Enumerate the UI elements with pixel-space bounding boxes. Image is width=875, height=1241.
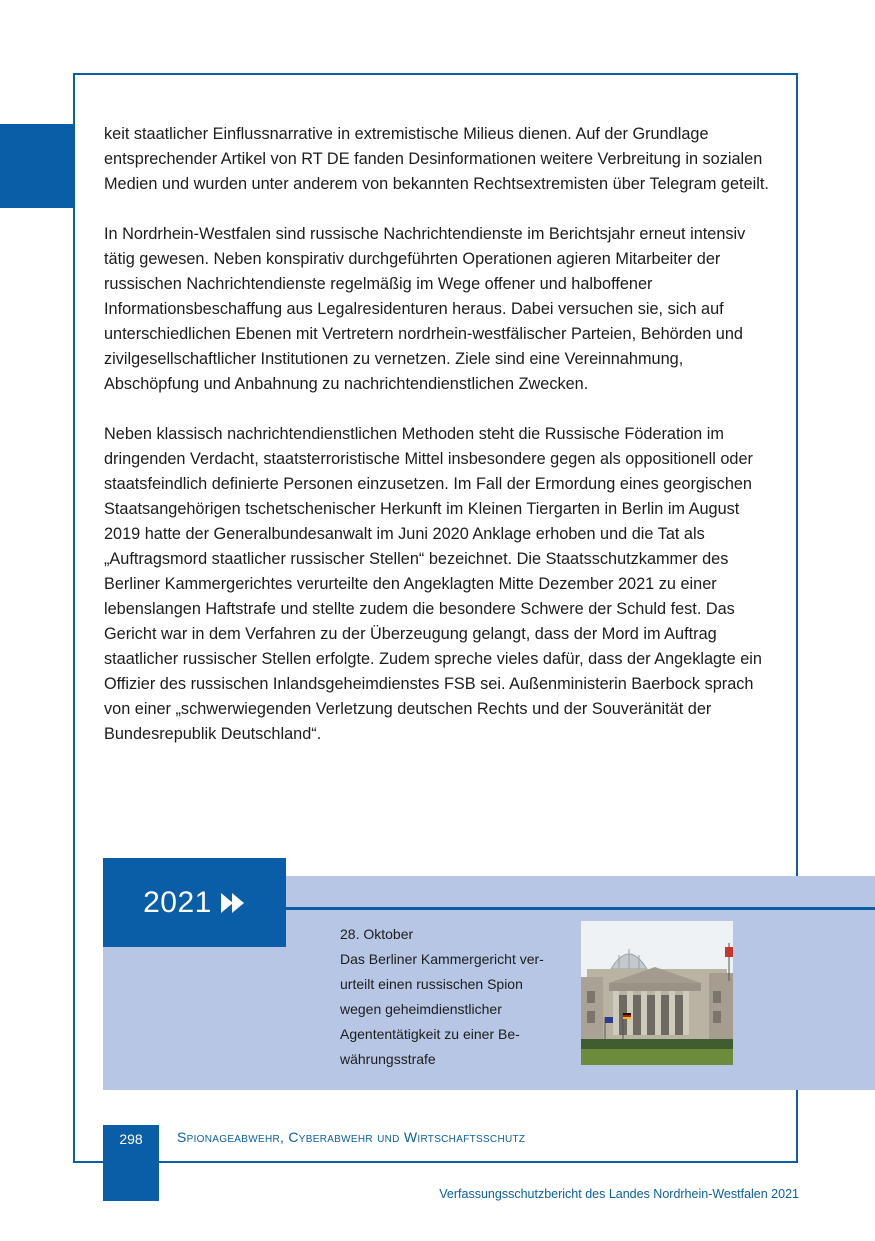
event-date: 28. Oktober	[340, 926, 414, 942]
paragraph-3: Neben klassisch nachrichtendienstlichen Methoden steht die Russische Föderation im dringenden Verdacht, staatsterroristische Mittel insbesondere gegen als oppositionell oder staatsfeindlich definierte Personen einzusetzen. Im Fall der Ermordung eines georgischen Staatsangehörigen tschetschenischer Herkunft im Kleinen Tiergarten in Berlin im August 2019 hatte der Generalbundesanwalt im Juni 2020 Anklage erhoben und die Tat als „Auftragsmord staatlicher russischer Stellen“ bezeichnet. Die Staatsschutzkammer des Berliner Kammergerichtes verurteilte den Angeklagten Mitte Dezember 2021 zu einer lebenslangen Haftstrafe und stellte zudem die besondere Schwere der Schuld fest. Das Gericht war in dem Verfahren zu der Überzeugung gelangt, dass der Mord im Auftrag staatlicher russischer Stellen erfolgte. Zudem spreche vieles dafür, dass der Angeklagte ein Offizier des russischen Inlandsgeheimdienstes FSB sei. Außenministerin Baerbock sprach von einer „schwerwiegenden Verletzung deutschen Rechts und der Souveränität der Bundesrepublik Deutschland“.	[104, 425, 762, 743]
publication-footer: Verfassungsschutzbericht des Landes Nordrhein-Westfalen 2021	[439, 1187, 799, 1201]
paragraph-2: In Nordrhein-Westfalen sind russische Nachrichtendienste im Berichtsjahr erneut intensiv tätig gewesen. Neben konspirativ durchgeführten Operationen agieren Mitarbeiter der russischen Nachrichtendienste regelmäßig im Wege offener und halboffener Informationsbeschaffung aus Legalresidenturen heraus. Dabei versuchen sie, sich auf unterschiedlichen Ebenen mit Vertretern nordrhein-westfälischer Parteien, Behörden und zivilgesellschaftlicher Institutionen zu vernetzen. Ziele sind eine Vereinnahmung, Abschöpfung und Anbahnung zu nachrichtendienstlichen Zwecken.	[104, 225, 746, 393]
page-number: 298	[103, 1125, 159, 1201]
timeline-line	[286, 907, 875, 910]
event-description: Das Berliner Kammergericht ver- urteilt einen russischen Spion wegen geheimdienstlicher Agententätigkeit zu einer Be- währungsstrafe	[340, 951, 544, 1067]
body-text	[104, 122, 769, 772]
reichstag-photo	[581, 921, 733, 1065]
timeline-event	[340, 922, 572, 1072]
timeline-year-box	[103, 858, 286, 947]
chapter-title: Spionageabwehr, Cyberabwehr und Wirtschaftsschutz	[177, 1129, 526, 1145]
paragraph-1: keit staatlicher Einflussnarrative in extremistische Milieus dienen. Auf der Grundlage entsprechender Artikel von RT DE fanden Desinformationen weitere Verbreitung in sozialen Medien und wurden unter anderem von bekannten Rechtsextremisten über Telegram geteilt.	[104, 125, 769, 193]
double-chevron-right-icon	[220, 892, 246, 914]
timeline-year: 2021	[143, 885, 212, 919]
side-tab-marker	[0, 124, 75, 208]
